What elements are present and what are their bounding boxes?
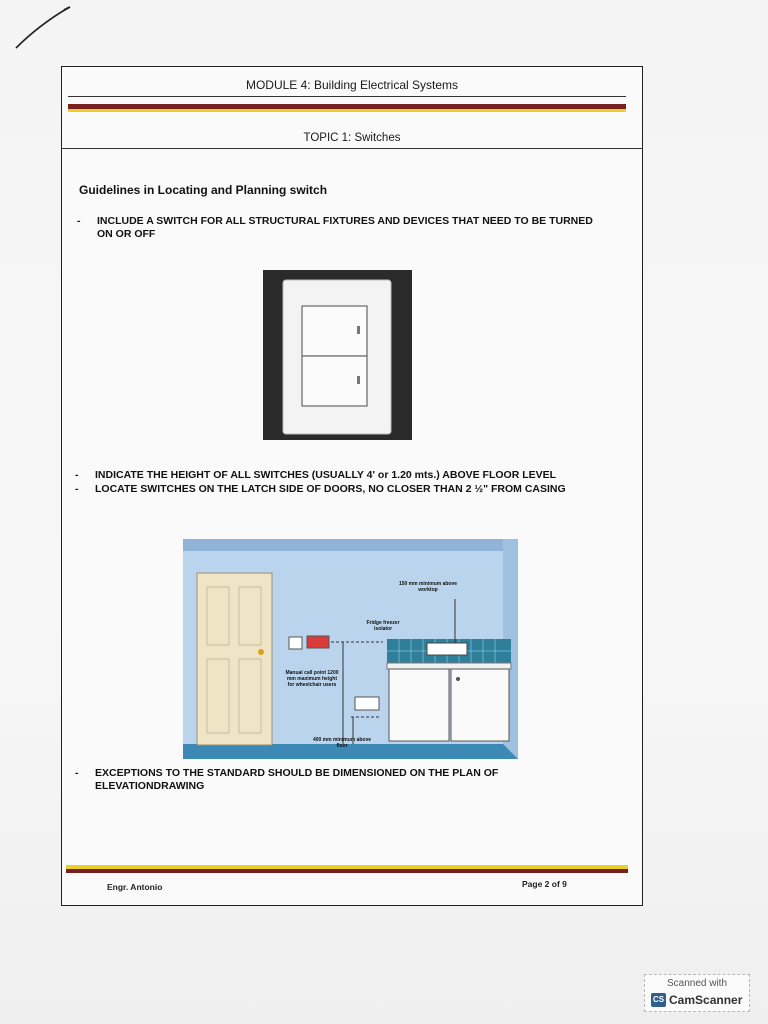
camscanner-watermark: [644, 974, 750, 1012]
bullet-text: LOCATE SWITCHES ON THE LATCH SIDE OF DOORS, NO CLOSER THAN 2 ½" FROM CASING: [95, 483, 566, 495]
header-band-yellow: [68, 109, 626, 112]
header-rule: [68, 96, 626, 97]
topic-rule: [62, 148, 642, 149]
bullet-dash: -: [75, 469, 79, 481]
switch-height-illustration: [183, 539, 518, 759]
bullet-3: [75, 483, 595, 496]
footer-band-red: [66, 869, 628, 873]
bullet-text: EXCEPTIONS TO THE STANDARD SHOULD BE DIMENSIONED ON THE PLAN OF ELEVATIONDRAWING: [95, 767, 499, 792]
bullet-text: INDICATE THE HEIGHT OF ALL SWITCHES (USUALLY 4' or 1.20 mts.) ABOVE FLOOR LEVEL: [95, 469, 557, 481]
watermark-scanned-with: Scanned with: [666, 978, 728, 989]
bullet-dash: -: [75, 483, 79, 495]
document-frame: [61, 66, 643, 906]
switch-plate-image: [263, 270, 412, 440]
bullet-dash: -: [77, 215, 81, 227]
label-worktop: 150 mm minimum above worktop: [398, 581, 458, 593]
bullet-text: INCLUDE A SWITCH FOR ALL STRUCTURAL FIXTURES AND DEVICES THAT NEED TO BE TURNED ON OR OFF: [97, 215, 593, 240]
bullet-2: [75, 469, 635, 482]
topic-title: TOPIC 1: Switches: [303, 132, 401, 144]
bullet-dash: -: [75, 767, 79, 779]
bullet-1: [77, 215, 607, 241]
footer-author: Engr. Antonio: [107, 882, 163, 892]
module-title: MODULE 4: Building Electrical Systems: [245, 78, 459, 92]
camscanner-logo-icon: CS: [651, 993, 666, 1007]
pen-mark: [14, 4, 74, 52]
bullet-4: [75, 767, 575, 793]
label-floor: 400 mm minimum above floor: [312, 737, 372, 749]
label-callpoint: Manual call point 1200 mm maximum height for wheelchair users: [285, 670, 339, 688]
watermark-brand: CamScanner: [669, 993, 743, 1007]
footer-page-number: Page 2 of 9: [522, 879, 567, 889]
label-fridge: Fridge freezer isolator: [366, 620, 400, 632]
section-heading: Guidelines in Locating and Planning switch: [79, 183, 328, 197]
